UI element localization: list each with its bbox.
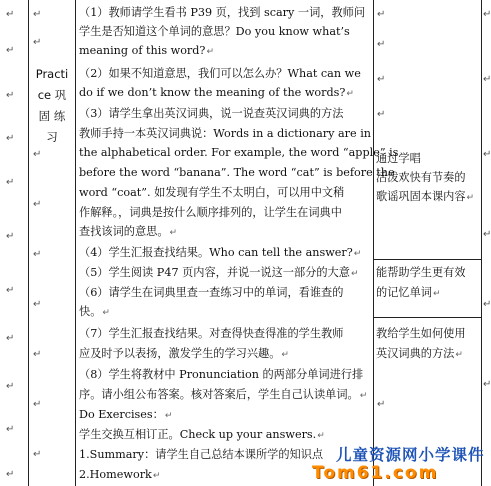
table-border-left: [28, 0, 29, 486]
activity-line: 1.Summary：请学生自己总结本课所学的知识点: [79, 448, 324, 461]
watermark-en-text: Tom61.com: [312, 463, 439, 483]
table-border-right: [481, 0, 482, 486]
activity-line: do if we don’t know the meaning of the words?↵: [79, 86, 354, 99]
activity-line: （7）学生汇报查找结果。对查得快查得准的学生教师: [79, 327, 344, 340]
activity-line: 查找该词的意思。↵: [79, 225, 178, 238]
activity-line: before the word “banana”. The word “cat” is before the: [79, 166, 395, 179]
purpose-line: 活泼欢快有节奏的: [376, 171, 466, 184]
purpose-line: 的记忆单词↵: [376, 286, 441, 299]
activity-line: （4）学生汇报查找结果。Who can tell the answer?↵: [79, 246, 362, 259]
site-watermark-logo: [312, 443, 490, 486]
purpose-line: 歌谣巩固本课内容↵: [376, 190, 475, 203]
watermark-cn-text: 儿童资源网小学课件: [336, 446, 485, 464]
activity-line: 学生是否知道这个单词的意思？Do you know what’s: [79, 25, 350, 38]
activity-line: 教师手持一本英汉词典说：Words in a dictionary are in: [79, 127, 371, 140]
activity-line: 应及时予以表扬，激发学生的学习兴趣。↵: [79, 347, 289, 360]
table-column-divider: [75, 0, 76, 486]
activity-line: （1）教师请学生看书 P39 页，找到 scary 一词，教师问: [79, 6, 366, 19]
activity-line: meaning of this word?↵: [79, 44, 214, 57]
purpose-line: 英汉词典的方法↵: [376, 347, 463, 360]
activity-line: （2）如果不知道意思，我们可以怎么办？What can we: [79, 67, 361, 80]
table-row-divider: [373, 259, 481, 260]
purpose-line: 教给学生如何使用: [376, 327, 466, 340]
table-column-divider: [373, 0, 374, 486]
activity-line: the alphabetical order. For example, the word “apple” is: [79, 146, 399, 159]
activity-line: 快。↵: [79, 305, 110, 318]
lesson-plan-table: ↵ ↵ ↵ ↵ ↵ ↵ ↵ ↵ ↵ ↵ ↵ Practi ce 巩 固 练 习 ↵ ↵ ↵ ↵ ↵ ↵ ↵ ↵ ↵ （1）教师请学生看书 P39 页，找到 scary 一词，教师问 学生是否知道这个单词的意思？Do you know what’s meaning of this word?↵ （2）如果不知道意思，我们可以怎么办？What can we do if we don’t know the meaning of the words?↵ （3）请学生拿出英汉词典，说一说查英汉词典的方法 教师手持一本英汉词典说：Words in a dictionary are in the alphabetical order. For example, the word “apple” is before the word “banana”. The word “cat” is before the word “coat”. 如发现有学生不太明白，可以用中文稍 作解释。，词典是按什么顺序排列的，让学生在词典中 查找该词的意思。↵ （4）学生汇报查找结果。Who can tell the answer?↵ （5）学生阅读 P47 页内容，并说一说这一部分的大意↵ （6）请学生在词典里查一查练习中的单词，看谁查的 快。↵ （7）学生汇报查找结果。对查得快查得准的学生教师 应及时予以表扬，激发学生的学习兴趣。↵ （8）学生将教材中 Pronunciation 的两部分单词进行排 序。请小组公布答案。核对答案后，学生自己认读单词。↵ Do Exercises：↵ 学生交换互相订正。Check up your answers.↵ 1.Summary：请学生自己总结本课所学的知识点 2.Homework↵ 通过学唱 活泼欢快有节奏的 歌谣巩固本课内容↵ 能帮助学生更有效 的记忆单词↵ 教给学生如何使用 英汉词典的方法↵ ↵ ↵ ↵ ↵ ↵ ↵ ↵ ↵ ↵ ↵ ↵ 儿童资源网小学课件 Tom61.com: [0, 0, 490, 486]
activity-line: 序。请小组公布答案。核对答案后，学生自己认读单词。↵: [79, 388, 368, 401]
activity-line: （6）请学生在词典里查一查练习中的单词，看谁查的: [79, 286, 344, 299]
activity-line: （8）学生将教材中 Pronunciation 的两部分单词进行排: [79, 368, 364, 381]
activity-line: Do Exercises：↵: [79, 408, 173, 421]
activity-line: 2.Homework↵: [79, 468, 161, 481]
activity-line: 作解释。，词典是按什么顺序排列的，让学生在词典中: [79, 206, 342, 219]
activity-line: word “coat”. 如发现有学生不太明白，可以用中文稍: [79, 186, 345, 199]
activity-line: （5）学生阅读 P47 页内容，并说一说这一部分的大意↵: [79, 266, 359, 279]
activity-line: （3）请学生拿出英汉词典，说一说查英汉词典的方法: [79, 107, 344, 120]
activity-line: 学生交换互相订正。Check up your answers.↵: [79, 428, 325, 441]
purpose-line: 通过学唱: [376, 152, 421, 165]
purpose-line: 能帮助学生更有效: [376, 266, 466, 279]
stage-label: Practi ce 巩 固 练 习: [35, 67, 69, 144]
table-row-divider: [373, 317, 481, 318]
